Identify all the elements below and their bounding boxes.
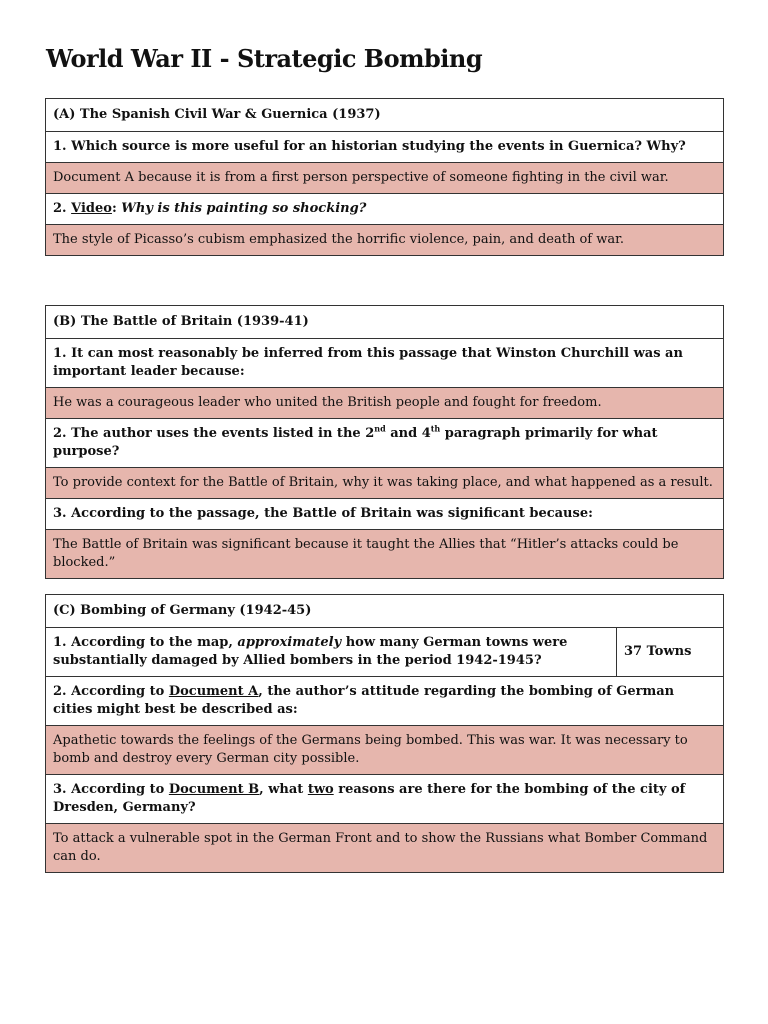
answer-row xyxy=(46,163,724,194)
section-b-answer-3: The Battle of Britain was significant because it taught the Allies that “Hitler’s attacks could be blocked.” xyxy=(46,530,724,579)
question-text: , what xyxy=(259,782,308,797)
question-row xyxy=(46,132,724,163)
ordinal-suffix: th xyxy=(430,423,441,434)
section-a-heading: (A) The Spanish Civil War & Guernica (1937) xyxy=(46,99,724,132)
answer-row xyxy=(46,530,724,579)
section-c-question-3 xyxy=(46,775,724,824)
question-number: 2. xyxy=(53,201,72,216)
section-a-heading-row xyxy=(46,99,724,132)
question-text: , the author’s attitude regarding the bombing of German cities might best be described as: xyxy=(53,684,675,717)
section-c-answer-2: Apathetic towards the feelings of the Germans being bombed. This was war. It was necessary to bomb and destroy every German city possible. xyxy=(46,726,724,775)
question-row xyxy=(46,677,724,726)
section-a-question-2 xyxy=(46,194,724,225)
question-row xyxy=(46,419,724,468)
section-c-heading-row xyxy=(46,595,724,628)
section-a-table xyxy=(45,98,724,256)
question-row xyxy=(46,339,724,388)
section-b-heading: (B) The Battle of Britain (1939-41) xyxy=(46,306,724,339)
video-link[interactable]: Video xyxy=(71,201,112,216)
ordinal-suffix: nd xyxy=(374,423,386,434)
question-text: reasons are there for the bombing of the city of Dresden, Germany? xyxy=(53,782,686,815)
answer-row xyxy=(46,225,724,256)
question-text: how many German towns were substantially damaged by Allied bombers in the period 1942-1945? xyxy=(53,635,568,668)
question-text: 1. According to the map, xyxy=(53,635,238,650)
section-b-heading-row xyxy=(46,306,724,339)
question-text: 2. The author uses the events listed in the 2 xyxy=(53,426,375,441)
section-b-table xyxy=(45,305,724,579)
section-c-question-2 xyxy=(46,677,724,726)
question-row xyxy=(46,775,724,824)
question-row xyxy=(46,499,724,530)
section-b-answer-2: To provide context for the Battle of Britain, why it was taking place, and what happened as a result. xyxy=(46,468,724,499)
section-c-table xyxy=(45,594,724,873)
section-a-question-1: 1. Which source is more useful for an historian studying the events in Guernica? Why? xyxy=(46,132,724,163)
section-b-question-3: 3. According to the passage, the Battle of Britain was significant because: xyxy=(46,499,724,530)
section-b-question-1: 1. It can most reasonably be inferred from this passage that Winston Churchill was an important leader because: xyxy=(46,339,724,388)
question-text: and 4 xyxy=(385,426,431,441)
section-b-answer-1: He was a courageous leader who united the British people and fought for freedom. xyxy=(46,388,724,419)
question-text: Why is this painting so shocking? xyxy=(121,201,367,216)
question-emphasis: approximately xyxy=(237,635,342,650)
section-c-answer-3: To attack a vulnerable spot in the German Front and to show the Russians what Bomber Command can do. xyxy=(46,824,724,873)
question-colon: : xyxy=(111,201,122,216)
section-c-answer-1: 37 Towns xyxy=(617,628,724,677)
question-text: 3. According to xyxy=(53,782,169,797)
section-a-answer-2: The style of Picasso’s cubism emphasized the horrific violence, pain, and death of war. xyxy=(46,225,724,256)
section-c-question-1 xyxy=(46,628,617,677)
answer-row xyxy=(46,726,724,775)
section-b-question-2 xyxy=(46,419,724,468)
question-row xyxy=(46,194,724,225)
question-underline: two xyxy=(307,782,334,797)
question-text: paragraph primarily for what purpose? xyxy=(53,426,658,459)
document-a-link[interactable]: Document A xyxy=(168,684,259,699)
answer-row xyxy=(46,468,724,499)
document-b-link[interactable]: Document B xyxy=(168,782,260,797)
answer-row xyxy=(46,388,724,419)
section-a-answer-1: Document A because it is from a first person perspective of someone fighting in the civil war. xyxy=(46,163,724,194)
page-title: World War II - Strategic Bombing xyxy=(46,44,483,73)
question-text: 2. According to xyxy=(53,684,169,699)
question-row xyxy=(46,628,724,677)
answer-row xyxy=(46,824,724,873)
section-c-heading: (C) Bombing of Germany (1942-45) xyxy=(46,595,724,628)
